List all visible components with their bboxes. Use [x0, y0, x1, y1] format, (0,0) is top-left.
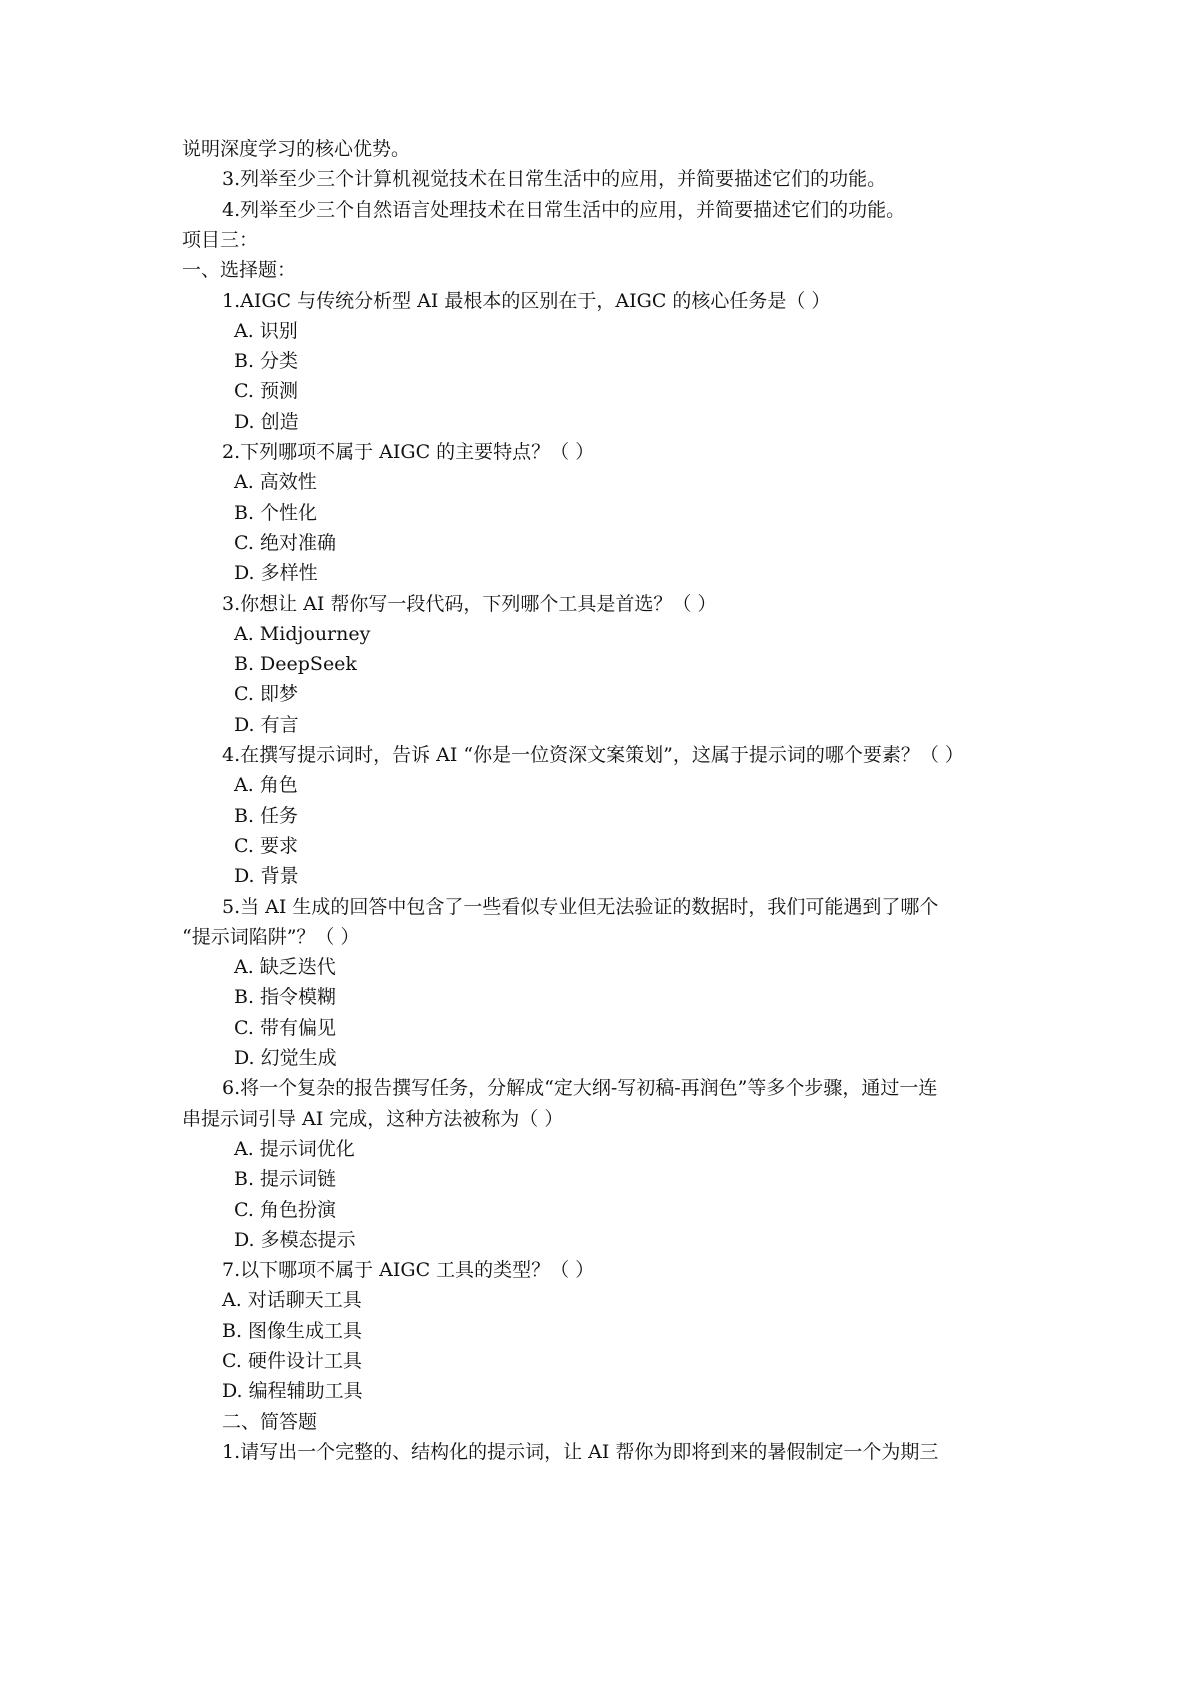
- text-line: A. 识别: [234, 319, 298, 342]
- text-line: B. 个性化: [234, 501, 318, 524]
- text-line: D. 创造: [234, 410, 299, 433]
- text-line: 1.AIGC 与传统分析型 AI 最根本的区别在于，AIGC 的核心任务是（ ）: [222, 289, 831, 312]
- text-line: D. 幻觉生成: [234, 1047, 337, 1069]
- text-line: C. 绝对准确: [234, 531, 336, 554]
- text-line: 一、选择题：: [182, 259, 297, 282]
- text-line: D. 编程辅助工具: [222, 1380, 363, 1403]
- text-line: A. 高效性: [234, 471, 317, 494]
- text-line: 2.下列哪项不属于 AIGC 的主要特点？（ ）: [222, 441, 595, 463]
- text-line: 1.请写出一个完整的、结构化的提示词，让 AI 帮你为即将到来的暑假制定一个为期三: [222, 1440, 939, 1463]
- text-line: B. 提示词链: [234, 1168, 337, 1191]
- text-line: D. 多模态提示: [234, 1228, 356, 1251]
- text-line: A. Midjourney: [234, 622, 371, 645]
- text-line: 说明深度学习的核心优势。: [182, 138, 411, 160]
- text-line: C. 带有偏见: [234, 1016, 336, 1039]
- text-line: 3.列举至少三个计算机视觉技术在日常生活中的应用，并简要描述它们的功能。: [222, 168, 887, 191]
- text-line: D. 多样性: [234, 562, 318, 585]
- text-line: D. 背景: [234, 865, 299, 888]
- text-line: A. 角色: [234, 774, 298, 797]
- text-line: 6.将一个复杂的报告撰写任务，分解成“定大纲-写初稿-再润色”等多个步骤，通过一连: [222, 1077, 938, 1100]
- text-line: 4.在撰写提示词时，告诉 AI “你是一位资深文案策划”，这属于提示词的哪个要素？（ ）: [222, 744, 964, 766]
- text-line: C. 预测: [234, 380, 298, 403]
- text-line: A. 对话聊天工具: [222, 1289, 362, 1312]
- text-line: 5.当 AI 生成的回答中包含了一些看似专业但无法验证的数据时，我们可能遇到了哪个: [222, 895, 939, 918]
- text-line: 7.以下哪项不属于 AIGC 工具的类型？（ ）: [222, 1259, 595, 1282]
- text-line: B. DeepSeek: [234, 653, 357, 676]
- text-line: 项目三：: [182, 228, 259, 251]
- text-line: 串提示词引导 AI 完成，这种方法被称为（ ）: [182, 1107, 564, 1130]
- text-line: C. 要求: [234, 834, 298, 857]
- text-line: 3.你想让 AI 帮你写一段代码，下列哪个工具是首选？（ ）: [222, 592, 717, 615]
- text-line: A. 缺乏迭代: [234, 956, 336, 979]
- text-line: C. 硬件设计工具: [222, 1350, 362, 1372]
- text-line: “提示词陷阱”？（ ）: [182, 925, 360, 948]
- text-line: C. 即梦: [234, 683, 298, 706]
- text-line: B. 分类: [234, 350, 299, 373]
- text-line: 4.列举至少三个自然语言处理技术在日常生活中的应用，并简要描述它们的功能。: [222, 198, 906, 221]
- text-line: D. 有言: [234, 713, 299, 736]
- text-line: B. 指令模糊: [234, 986, 337, 1009]
- text-line: C. 角色扮演: [234, 1198, 336, 1221]
- text-line: B. 任务: [234, 804, 299, 827]
- text-line: B. 图像生成工具: [222, 1319, 363, 1342]
- text-line: A. 提示词优化: [234, 1137, 355, 1160]
- text-line: 二、简答题: [222, 1410, 318, 1433]
